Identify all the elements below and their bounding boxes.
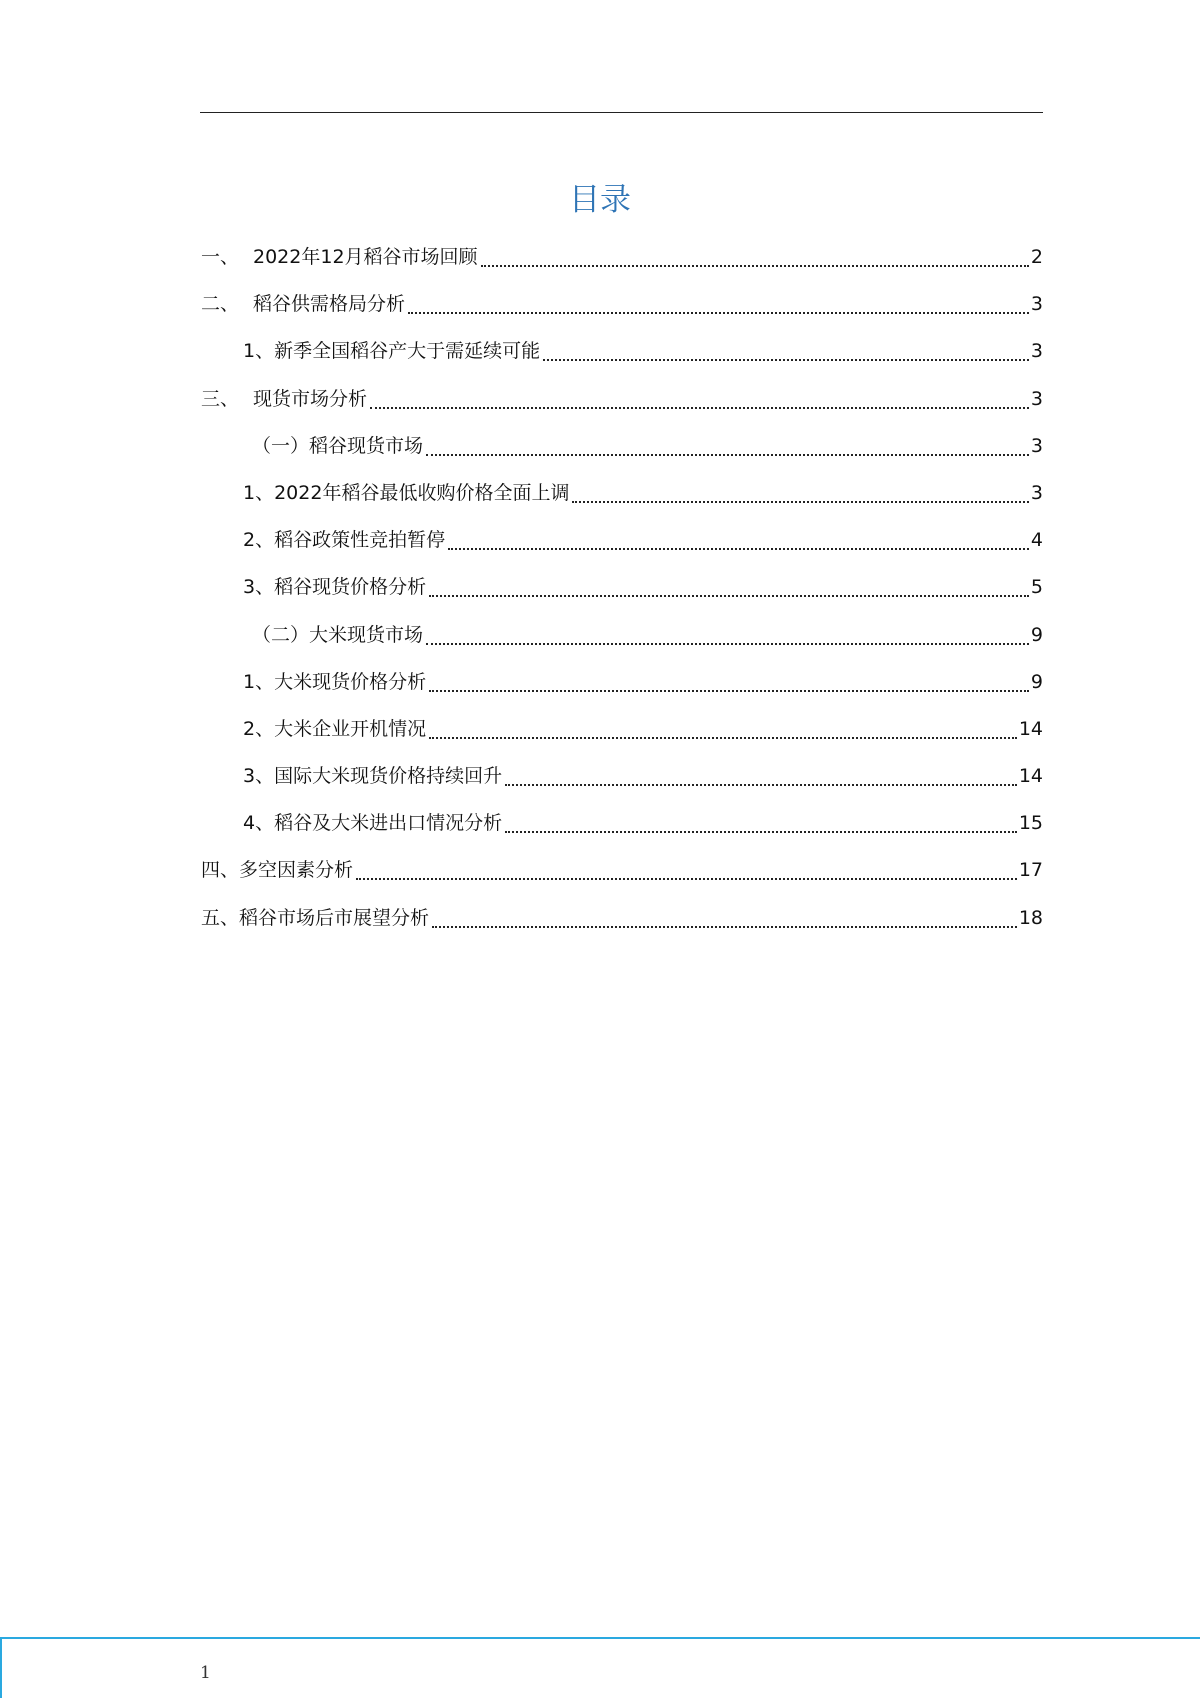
toc-entry-subsection[interactable] xyxy=(201,474,1043,521)
toc-entry-number: 1、 xyxy=(243,670,275,693)
toc-entry-subsection[interactable] xyxy=(201,804,1043,851)
toc-entry-page: 14 xyxy=(1018,717,1043,740)
toc-entry-page: 9 xyxy=(1030,623,1043,646)
toc-entry-number: 五、 xyxy=(201,906,240,929)
toc-entry-title: 稻谷现货市场 xyxy=(309,434,424,457)
toc-entry-number: 2、 xyxy=(243,717,275,740)
toc-entry-number: 一、 xyxy=(201,246,240,268)
toc-entry-title: 稻谷市场后市展望分析 xyxy=(239,906,430,929)
toc-entry-number: 3、 xyxy=(243,576,275,599)
toc-entry-section-2[interactable] xyxy=(201,285,1043,332)
footer-border xyxy=(0,1637,2,1698)
toc-entry-subsection[interactable] xyxy=(201,427,1043,474)
toc-entry-number: 4、 xyxy=(243,812,275,835)
toc-dot-leader xyxy=(356,851,1017,880)
toc-entry-section-4[interactable] xyxy=(201,851,1043,898)
toc-entry-section-3[interactable] xyxy=(201,380,1043,427)
toc-entry-title: 稻谷政策性竞拍暂停 xyxy=(274,529,446,552)
toc-dot-leader xyxy=(429,663,1029,692)
toc-entry-page: 4 xyxy=(1030,529,1043,552)
toc-entry-title: 2022年12月稻谷市场回顾 xyxy=(253,246,478,268)
toc-entry-page: 15 xyxy=(1018,812,1043,835)
toc-dot-leader xyxy=(448,521,1029,550)
toc-entry-subsection[interactable] xyxy=(201,332,1043,379)
toc-entry-page: 14 xyxy=(1018,765,1043,788)
toc-entry-number: 二、 xyxy=(201,293,240,316)
toc-entry-section-5[interactable] xyxy=(201,899,1043,946)
toc-entry-number: （二） xyxy=(252,623,310,646)
toc-entry-title: 稻谷及大米进出口情况分析 xyxy=(274,812,503,835)
toc-entry-number: 1、 xyxy=(243,481,275,504)
footer-rule xyxy=(0,1637,1200,1639)
toc-entry-number: 三、 xyxy=(201,387,240,410)
toc-title: 目录 xyxy=(569,182,631,218)
toc-entry-title: 多空因素分析 xyxy=(239,859,354,882)
toc-entry-title: 新季全国稻谷产大于需延续可能 xyxy=(274,340,541,363)
toc-entry-page: 2 xyxy=(1030,246,1043,268)
toc-entry-number: （一） xyxy=(252,434,310,457)
toc-dot-leader xyxy=(429,568,1029,597)
toc-dot-leader xyxy=(505,804,1017,833)
toc-entry-number: 四、 xyxy=(201,859,240,882)
toc-entry-title: 2022年稻谷最低收购价格全面上调 xyxy=(274,481,570,504)
toc-entry-page: 3 xyxy=(1030,434,1043,457)
toc-entry-title: 大米企业开机情况 xyxy=(274,717,427,740)
toc-entry-subsection[interactable] xyxy=(201,521,1043,568)
toc-entry-page: 17 xyxy=(1018,859,1043,882)
toc-dot-leader xyxy=(481,238,1029,267)
toc-entry-title: 大米现货市场 xyxy=(309,623,424,646)
header-rule xyxy=(200,112,1043,113)
toc-entry-page: 3 xyxy=(1030,340,1043,363)
toc-dot-leader xyxy=(543,332,1029,361)
toc-entry-page: 3 xyxy=(1030,481,1043,504)
toc-entry-title: 稻谷现货价格分析 xyxy=(274,576,427,599)
page-number: 1 xyxy=(200,1663,211,1683)
toc-entry-page: 9 xyxy=(1030,670,1043,693)
toc-entry-subsection[interactable] xyxy=(201,663,1043,710)
toc-entry-subsection[interactable] xyxy=(201,710,1043,757)
toc-entry-page: 5 xyxy=(1030,576,1043,599)
toc-entry-number: 2、 xyxy=(243,529,275,552)
toc-entry-subsection[interactable] xyxy=(201,616,1043,663)
toc-dot-leader xyxy=(408,285,1029,314)
toc-dot-leader xyxy=(572,474,1028,503)
toc-dot-leader xyxy=(432,899,1017,928)
toc-dot-leader xyxy=(426,616,1029,645)
toc-entry-subsection[interactable] xyxy=(201,757,1043,804)
toc-entry-title: 大米现货价格分析 xyxy=(274,670,427,693)
toc-dot-leader xyxy=(505,757,1017,786)
toc-entry-section-1[interactable] xyxy=(201,238,1043,285)
toc-entry-title: 稻谷供需格局分析 xyxy=(253,293,406,316)
toc-dot-leader xyxy=(370,380,1029,409)
toc-entry-subsection[interactable] xyxy=(201,568,1043,615)
toc-dot-leader xyxy=(429,710,1017,739)
toc-entry-number: 1、 xyxy=(243,340,275,363)
toc-entry-title: 国际大米现货价格持续回升 xyxy=(274,765,503,788)
toc-entry-page: 3 xyxy=(1030,387,1043,410)
toc-entry-title: 现货市场分析 xyxy=(253,387,368,410)
table-of-contents xyxy=(201,238,1043,946)
toc-entry-page: 18 xyxy=(1018,906,1043,929)
toc-dot-leader xyxy=(426,427,1029,456)
toc-entry-page: 3 xyxy=(1030,293,1043,316)
toc-entry-number: 3、 xyxy=(243,765,275,788)
